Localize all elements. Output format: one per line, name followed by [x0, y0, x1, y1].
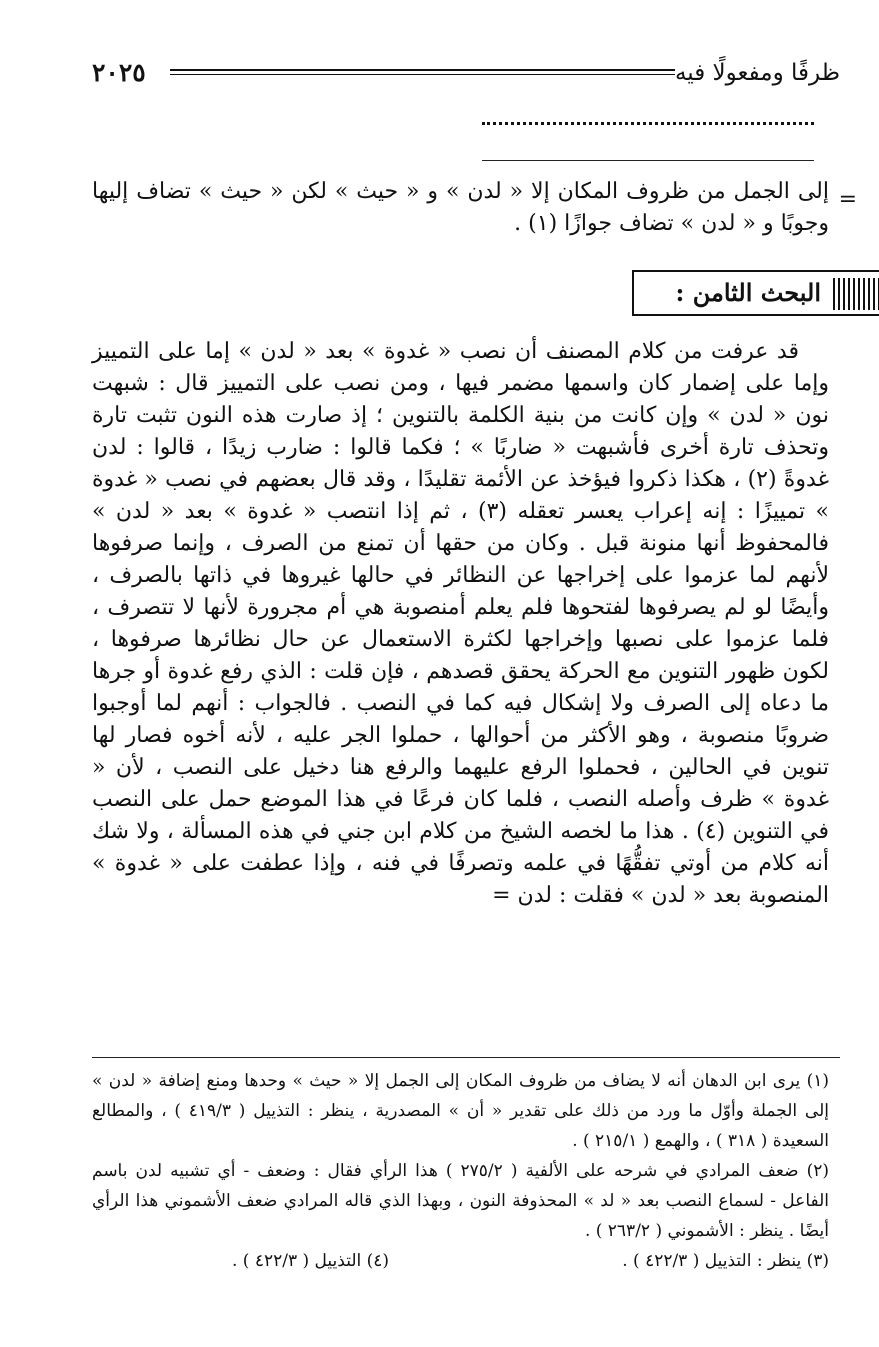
continuation-text: إلى الجمل من ظروف المكان إلا « لدن » و « حيث » لكن « حيث » تضاف إليها وجوبًا و « لدن » تضاف جوازًا (١) .	[92, 179, 829, 236]
page-number: ٢٠٢٥	[92, 58, 146, 87]
main-paragraph	[92, 336, 829, 912]
separator-rule	[482, 160, 814, 161]
section-title: البحث الثامن :	[675, 278, 821, 307]
header-title: ظرفًا ومفعولًا فيه	[674, 60, 840, 86]
footnote-row	[92, 1246, 829, 1276]
footnote-4: (٤) التذييل ( ٤٢٢/٣ ) .	[232, 1251, 390, 1271]
continued-mark: =	[492, 883, 511, 908]
section-heading-box	[632, 270, 879, 316]
footnotes	[92, 1066, 829, 1276]
main-text: قد عرفت من كلام المصنف أن نصب « غدوة » بعد « لدن » إما على التمييز وإما على إضمار كان واسمها مضمر فيها ، ومن نصب على التمييز قال : شبهت نون « لدن » وإن كانت من بنية الكلمة بالتنوين ؛ إذ صارت هذه النون تثبت تارة وتحذف تارة أخرى فأشبهت « ضاربًا » ؛ فكما قالوا : ضارب زيدًا ، قالوا : لدن غدوةً (٢) ، هكذا ذكروا فيؤخذ عن الأئمة تقليدًا ، وقد قال بعضهم في نصب « غدوة » تمييزًا : إنه إعراب يعسر تعقله (٣) ، ثم إذا انتصب « غدوة » بعد « لدن » فالمحفوظ أنها منونة قبل . وكان من حقها أن تمنع من الصرف ، وإنما صرفوها لأنهم لما عزموا على إخراجها عن النظائر في حالها غيروها في ذاتها بالصرف ، وأيضًا لو لم يصرفوها لفتحوها فلم يعلم أمنصوبة هي أم مجرورة لأنها لا تتصرف ، فلما عزموا على نصبها وإخراجها لكثرة الاستعمال عن حال نظائرها صرفوها ، لكون ظهور التنوين مع الحركة يحقق قصدهم ، فإن قلت : الذي رفع غدوة أو جرها ما دعاه إلى الصرف ولا إشكال فيه كما في النصب . فالجواب : أنهم لما أوجبوا ضروبًا منصوبة ، وهو الأكثر من أحوالها ، حملوا الجر عليه ، لأنه أخوه فصار لها تنوين في الحالين ، فحملوا الرفع عليهما والرفع هنا دخيل على النصب ، لأن « غدوة » ظرف وأصله النصب ، فلما كان فرعًا في هذا الموضع حمل على النصب في التنوين (٤) . هذا ما لخصه الشيخ من كلام ابن جني في هذه المسألة ، ولا شك أنه كلام من أوتي تفقُّهًا في علمه وتصرفًا في فنه ، وإذا عطفت على « غدوة » المنصوبة بعد « لدن » فقلت : لدن	[92, 339, 829, 908]
header-rule	[170, 69, 675, 71]
continuation-paragraph	[92, 176, 857, 240]
running-header	[92, 58, 840, 88]
header-rule-thin	[170, 74, 675, 75]
heading-ornament	[833, 278, 879, 310]
footnote-rule	[92, 1057, 840, 1058]
footnote-1: (١) يرى ابن الدهان أنه لا يضاف من ظروف المكان إلى الجمل إلا « حيث » وحدها ومنع إضافة « لدن » إلى الجملة وأوّل ما ورد من ذلك على تقدير « أن » المصدرية ، ينظر : التذييل ( ٤١٩/٣ ) ، والمطالع السعيدة ( ٣١٨ ) ، والهمع ( ٢١٥/١ ) .	[92, 1071, 829, 1151]
footnote-3: (٣) ينظر : التذييل ( ٤٢٢/٣ ) .	[622, 1251, 829, 1271]
footnote-2: (٢) ضعف المرادي في شرحه على الألفية ( ٢٧٥/٢ ) هذا الرأي فقال : وضعف - أي تشبيه لدن باسم الفاعل - لسماع النصب بعد « لد » المحذوفة النون ، وبهذا الذي قاله المرادي ضعف الأشموني هذا الرأي أيضًا . ينظر : الأشموني ( ٢٦٣/٢ ) .	[92, 1161, 829, 1241]
continuation-mark: =	[838, 187, 857, 212]
dotted-separator	[482, 122, 814, 135]
